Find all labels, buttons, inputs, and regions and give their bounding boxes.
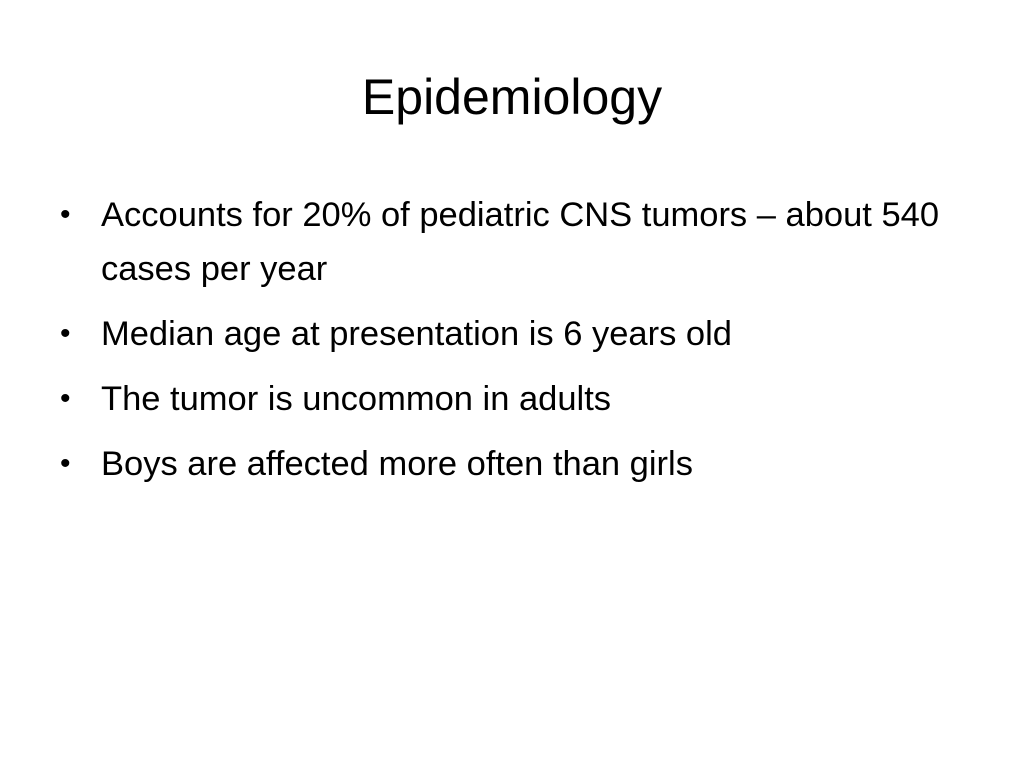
bullet-item	[60, 437, 960, 491]
bullet-text: Median age at presentation is 6 years old	[101, 315, 732, 353]
bullet-item	[60, 372, 960, 426]
bullet-item	[60, 188, 960, 296]
bullet-text: The tumor is uncommon in adults	[101, 380, 612, 418]
bullet-dot-icon: •	[60, 447, 71, 480]
slide-title: Epidemiology	[361, 69, 663, 125]
bullet-item	[60, 307, 960, 361]
bullet-text: Boys are affected more often than girls	[101, 445, 693, 483]
bullet-text: Accounts for 20% of pediatric CNS tumors – about 540 cases per year	[101, 196, 940, 288]
bullet-dot-icon: •	[60, 382, 71, 415]
bullet-dot-icon: •	[60, 198, 71, 231]
bullet-list	[60, 188, 960, 502]
bullet-dot-icon: •	[60, 317, 71, 350]
